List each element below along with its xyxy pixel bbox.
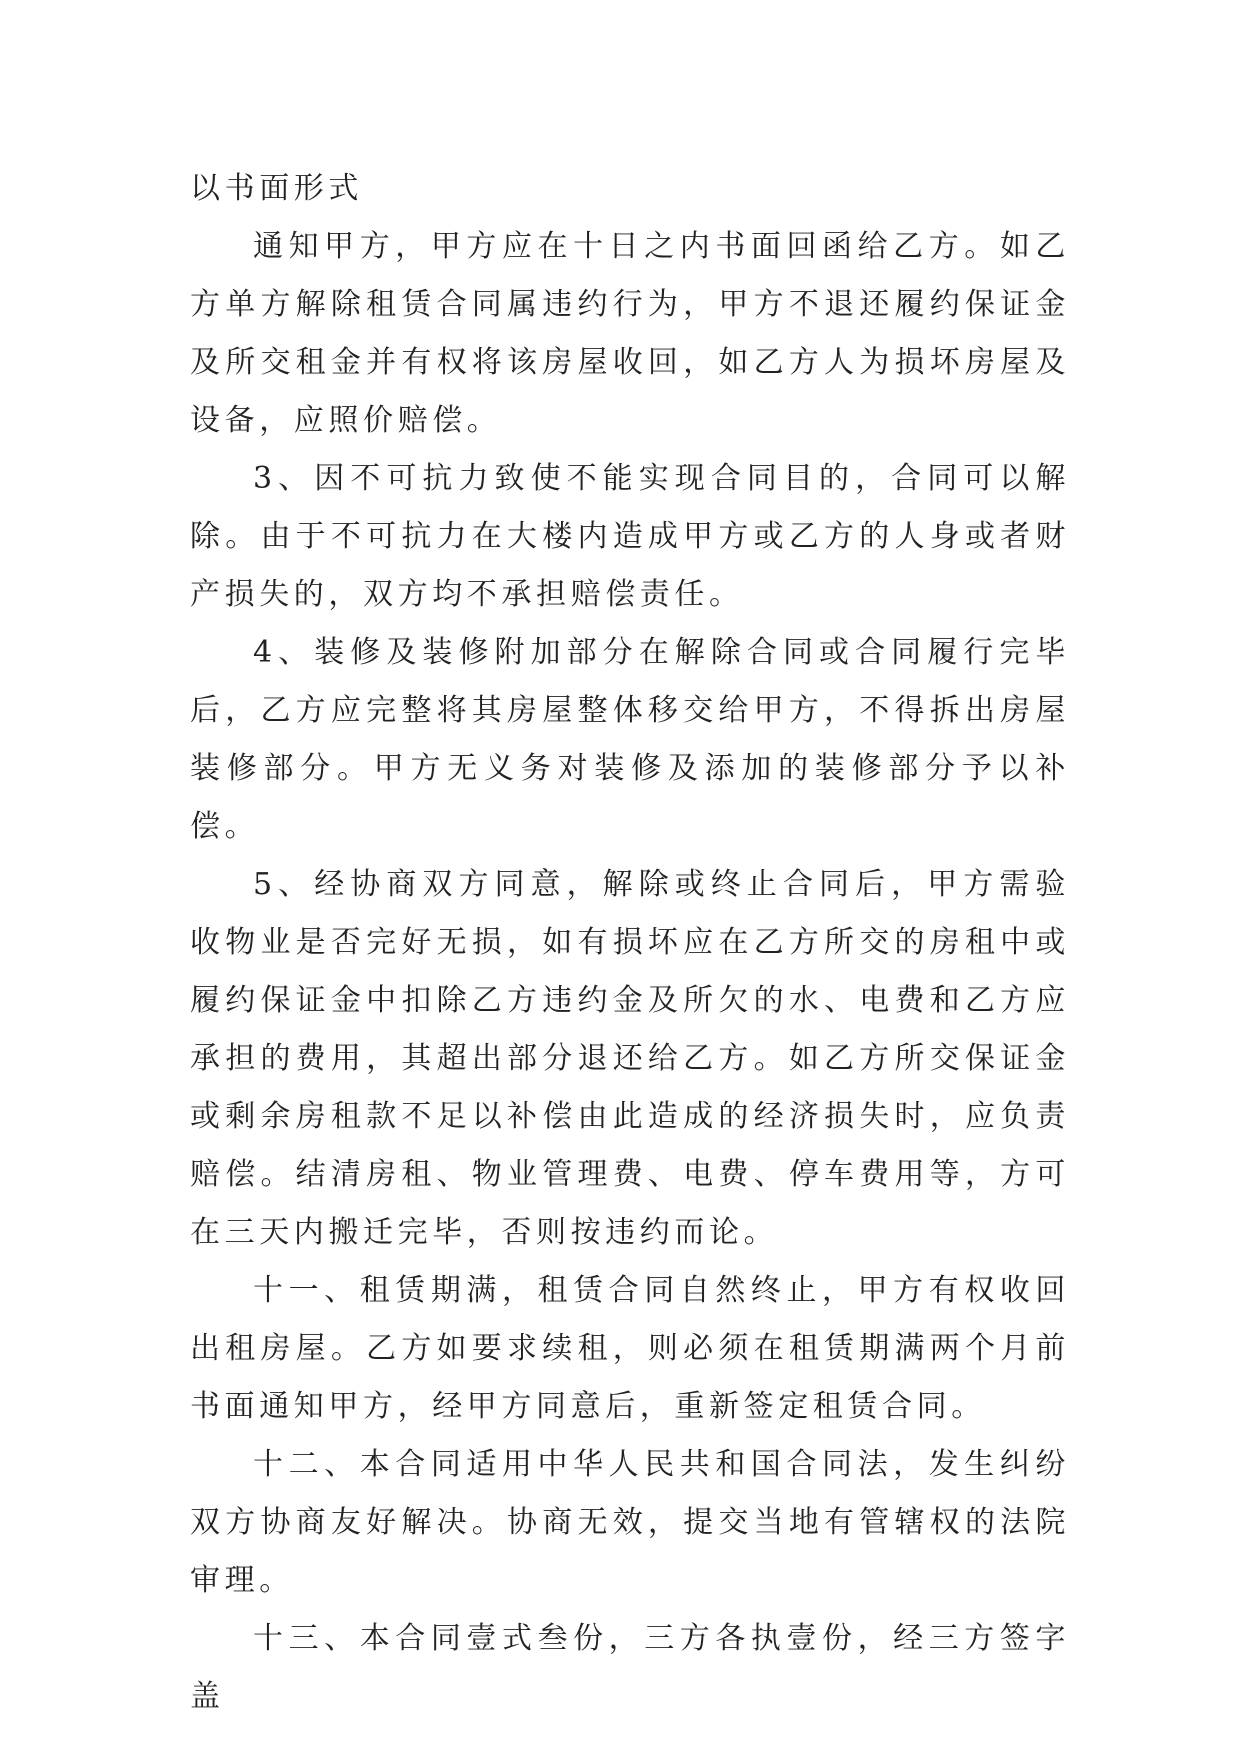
paragraph-force-majeure: 3、因不可抗力致使不能实现合同目的，合同可以解除。由于不可抗力在大楼内造成甲方或乙方的人身或者财产损失的，双方均不承担赔偿责任。 xyxy=(190,461,1070,612)
paragraph-clause-thirteen: 十三、本合同壹式叁份，三方各执壹份，经三方签字盖 xyxy=(190,1621,1070,1714)
paragraph-fragment-heading: 以书面形式 xyxy=(190,171,363,206)
paragraph-clause-eleven: 十一、租赁期满，租赁合同自然终止，甲方有权收回出租房屋。乙方如要求续租，则必须在租赁期满两个月前书面通知甲方，经甲方同意后，重新签定租赁合同。 xyxy=(190,1273,1070,1424)
paragraph-clause-twelve: 十二、本合同适用中华人民共和国合同法，发生纠纷双方协商友好解决。协商无效，提交当地有管辖权的法院审理。 xyxy=(190,1447,1070,1598)
paragraph-notice: 通知甲方，甲方应在十日之内书面回函给乙方。如乙方单方解除租赁合同属违约行为，甲方不退还履约保证金及所交租金并有权将该房屋收回，如乙方人为损坏房屋及设备，应照价赔偿。 xyxy=(190,229,1070,438)
paragraph-renovation: 4、装修及装修附加部分在解除合同或合同履行完毕后，乙方应完整将其房屋整体移交给甲方，不得拆出房屋装修部分。甲方无义务对装修及添加的装修部分予以补偿。 xyxy=(190,635,1070,844)
paragraph-termination-inspection: 5、经协商双方同意，解除或终止合同后，甲方需验收物业是否完好无损，如有损坏应在乙方所交的房租中或履约保证金中扣除乙方违约金及所欠的水、电费和乙方应承担的费用，其超出部分退还给乙方。如乙方所交保证金或剩余房租款不足以补偿由此造成的经济损失时，应负责赔偿。结清房租、物业管理费、电费、停车费用等，方可在三天内搬迁完毕，否则按违约而论。 xyxy=(190,867,1070,1250)
document-body xyxy=(190,160,1070,1726)
